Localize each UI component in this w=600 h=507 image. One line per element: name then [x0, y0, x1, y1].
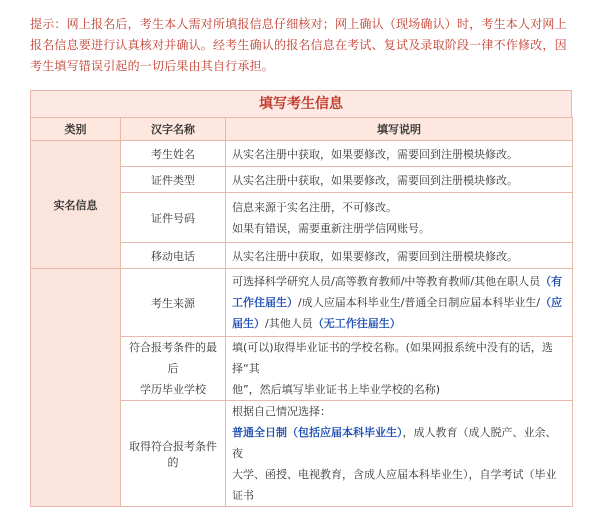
table-row [31, 141, 573, 167]
row-name-id-number: 证件号码 [121, 193, 226, 243]
source-highlight-1: （有工作住届生） [232, 275, 563, 309]
header-category: 类别 [31, 118, 121, 141]
graduate-school-desc-line2: 他”，然后填写毕业证书上毕业学校的名称) [232, 383, 440, 396]
table-header-row [31, 118, 573, 141]
qualification-text-1: ，成人教育（成人脱产、业余、夜 [232, 426, 557, 460]
row-name-candidate-name: 考生姓名 [121, 141, 226, 167]
row-name-graduate-school [121, 337, 226, 401]
source-highlight-3: （无工作往届生） [312, 317, 401, 330]
row-desc-graduate-school [226, 337, 573, 401]
graduate-school-name-line2: 学历毕业学校 [140, 383, 206, 396]
row-desc-candidate-name: 从实名注册中获取，如果要修改，需要回到注册模块修改。 [226, 141, 573, 167]
row-desc-mobile: 从实名注册中获取，如果要修改，需要回到注册模块修改。 [226, 243, 573, 269]
source-text-2: /成人应届本科毕业生/普通全日制应届本科毕业生/ [298, 296, 541, 309]
qualification-desc-line2 [232, 422, 566, 464]
row-desc-id-type: 从实名注册中获取，如果要修改，需要回到注册模块修改。 [226, 167, 573, 193]
category-real-name: 实名信息 [31, 141, 121, 269]
row-name-qualification: 取得符合报考条件的 [121, 401, 226, 507]
info-table [30, 117, 573, 507]
row-name-mobile: 移动电话 [121, 243, 226, 269]
header-desc: 填写说明 [226, 118, 573, 141]
qualification-desc-line1: 根据自己情况选择： [232, 405, 331, 418]
source-highlight-2: （应届生） [232, 296, 563, 330]
section-title: 填写考生信息 [30, 90, 572, 117]
table-row [31, 269, 573, 337]
notice-text: 提示：网上报名后，考生本人需对所填报信息仔细核对；网上确认（现场确认）时，考生本人对网上报名信息要进行认真核对并确认。经考生确认的报名信息在考试、复试及录取阶段一律不作修改，因考生填写错误引起的一切后果由其自行承担。 [30, 17, 567, 73]
category-empty [31, 269, 121, 507]
row-desc-id-number [226, 193, 573, 243]
qualification-highlight: 普通全日制（包括应届本科毕业生） [232, 426, 403, 439]
header-name: 汉字名称 [121, 118, 226, 141]
qualification-desc-line3: 大学、函授、电视教育，含成人应届本科毕业生），自学考试（毕业证书 [232, 468, 557, 502]
row-desc-qualification [226, 401, 573, 507]
source-text-1: 可选择科学研究人员/高等教育教师/中等教育教师/其他在职人员 [232, 275, 541, 288]
id-number-desc-line1: 信息来源于实名注册，不可修改。 [232, 200, 397, 214]
source-text-3: /其他人员 [265, 317, 313, 330]
graduate-school-name-line1: 符合报考条件的最后 [129, 341, 217, 375]
row-name-source: 考生来源 [121, 269, 226, 337]
graduate-school-desc-line1: 填(可以)取得毕业证书的学校名称。(如果网报系统中没有的话，选择“其 [232, 341, 553, 375]
id-number-desc-line2: 如果有错误，需要重新注册学信网账号。 [232, 221, 430, 235]
row-desc-source [226, 269, 573, 337]
source-desc [232, 271, 566, 334]
row-name-id-type: 证件类型 [121, 167, 226, 193]
